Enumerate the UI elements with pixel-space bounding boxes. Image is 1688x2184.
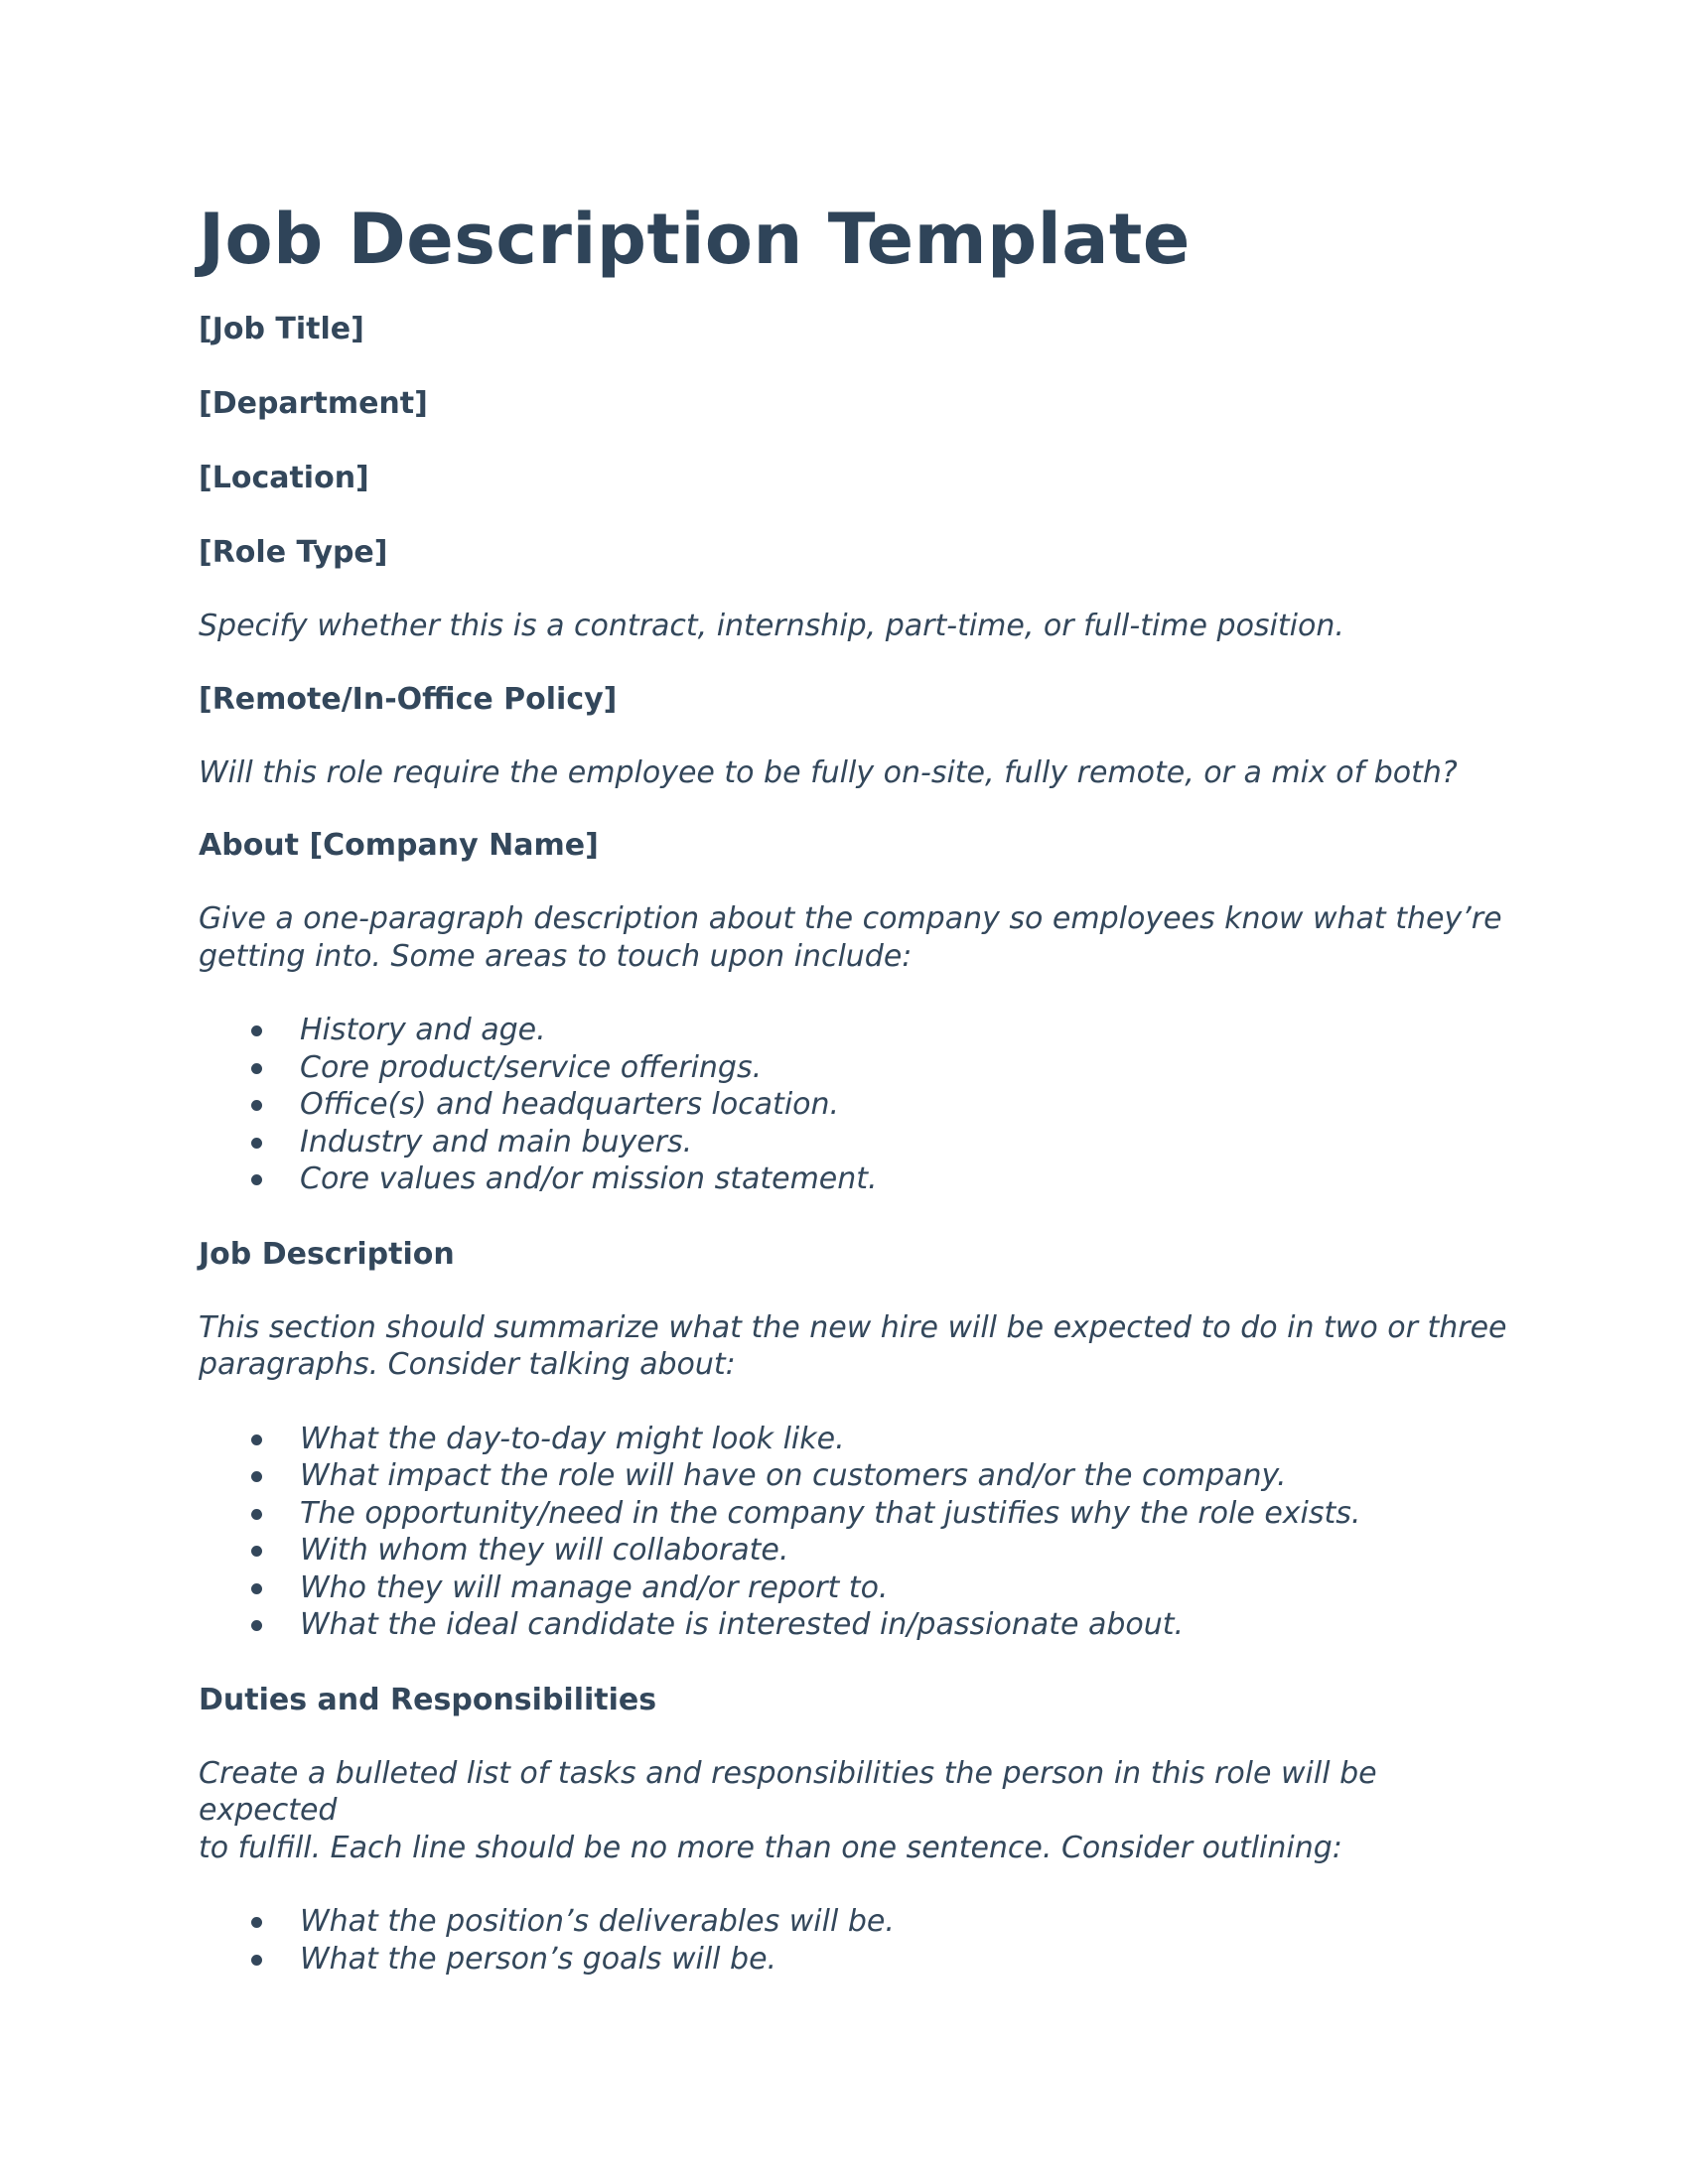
location-field: [Location] [199, 461, 369, 495]
list-item [199, 1457, 1509, 1495]
bullet-icon [251, 1583, 262, 1594]
list-item-text: With whom they will collaborate. [300, 1533, 789, 1568]
bullet-icon [251, 1138, 262, 1149]
list-item-text: Office(s) and headquarters location. [300, 1087, 840, 1122]
list-item [199, 1903, 1509, 1941]
list-item [199, 1421, 1509, 1458]
duties-heading: Duties and Responsibilities [199, 1682, 657, 1717]
remote-policy-field: [Remote/In-Office Policy] [199, 681, 618, 717]
list-item-text: What the position’s deliverables will be. [300, 1904, 895, 1939]
list-item [199, 1012, 1509, 1049]
list-item [199, 1606, 1509, 1644]
bullet-icon [251, 1955, 262, 1966]
bullet-icon [251, 1509, 262, 1520]
list-item-text: Core product/service offerings. [300, 1049, 763, 1085]
list-item-text: What the ideal candidate is interested in/passionate about. [300, 1607, 1185, 1642]
job-description-intro [199, 1309, 1509, 1384]
job-description-intro-line: This section should summarize what the new hire will be expected to do in two or three [199, 1309, 1507, 1345]
duties-bullet-list [199, 1903, 1509, 1978]
bullet-icon [251, 1025, 262, 1036]
job-title-field: [Job Title] [199, 312, 364, 346]
bullet-icon [251, 1063, 262, 1074]
list-item [199, 1049, 1509, 1087]
document-page [199, 194, 1509, 1978]
bullet-icon [251, 1620, 262, 1631]
about-intro-line: Give a one-paragraph description about the company so employees know what they’re [199, 901, 1502, 936]
department-field: [Department] [199, 386, 428, 421]
list-item [199, 1941, 1509, 1979]
duties-intro [199, 1755, 1509, 1867]
duties-intro-line: to fulfill. Each line should be no more than one sentence. Consider outlining: [199, 1830, 1342, 1865]
list-item-text: The opportunity/need in the company that justifies why the role exists. [300, 1495, 1361, 1531]
list-item-text: Industry and main buyers. [300, 1124, 693, 1160]
job-description-intro-line: paragraphs. Consider talking about: [199, 1347, 736, 1382]
job-description-heading: Job Description [199, 1236, 455, 1272]
remote-policy-note: Will this role require the employee to be fully on-site, fully remote, or a mix of both? [199, 754, 1458, 790]
bullet-icon [251, 1917, 262, 1928]
list-item [199, 1086, 1509, 1124]
list-item [199, 1570, 1509, 1607]
bullet-icon [251, 1174, 262, 1185]
about-heading: About [Company Name] [199, 828, 599, 863]
bullet-icon [251, 1471, 262, 1482]
list-item-text: Core values and/or mission statement. [300, 1161, 878, 1196]
duties-intro-line: Create a bulleted list of tasks and responsibilities the person in this role will be expected [199, 1755, 1377, 1828]
list-item [199, 1532, 1509, 1570]
list-item-text: What impact the role will have on customers and/or the company. [300, 1458, 1287, 1493]
list-item-text: What the person’s goals will be. [300, 1941, 777, 1977]
bullet-icon [251, 1100, 262, 1111]
list-item-text: Who they will manage and/or report to. [300, 1570, 889, 1605]
about-intro [199, 900, 1509, 975]
list-item-text: What the day-to-day might look like. [300, 1421, 845, 1456]
list-item [199, 1124, 1509, 1161]
about-intro-line: getting into. Some areas to touch upon include: [199, 938, 913, 974]
document-title: Job Description Template [199, 199, 1191, 280]
role-type-note: Specify whether this is a contract, internship, part-time, or full-time position. [199, 609, 1344, 643]
bullet-icon [251, 1546, 262, 1557]
role-type-field: [Role Type] [199, 535, 388, 570]
about-bullet-list [199, 1012, 1509, 1198]
list-item [199, 1495, 1509, 1533]
job-description-bullet-list [199, 1421, 1509, 1644]
list-item-text: History and age. [300, 1013, 546, 1047]
bullet-icon [251, 1434, 262, 1445]
list-item [199, 1160, 1509, 1198]
